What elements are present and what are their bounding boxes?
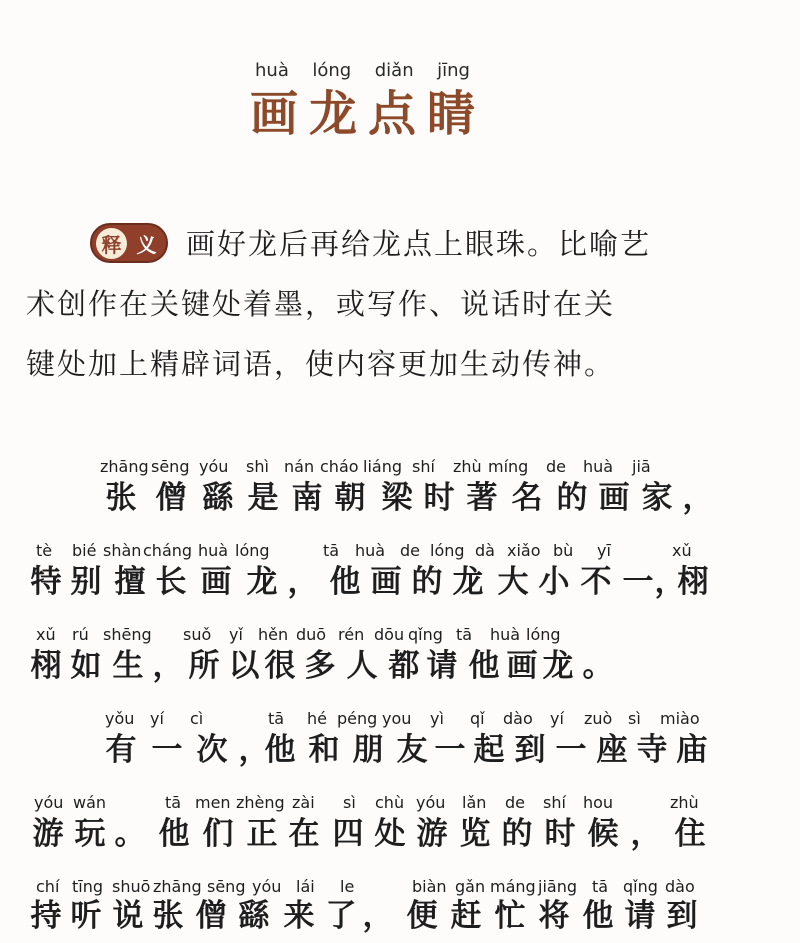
story-character: 在 xyxy=(288,816,320,852)
title-character: 睛 xyxy=(426,86,475,142)
pinyin-syllable: sì xyxy=(628,709,641,728)
pinyin-syllable: yǒu xyxy=(105,709,135,728)
pinyin-syllable: míng xyxy=(488,457,529,476)
story-character: 来 xyxy=(283,898,315,934)
pinyin-syllable: shì xyxy=(246,457,269,476)
story-character: 一 xyxy=(151,732,183,768)
pinyin-syllable: yī xyxy=(597,541,611,560)
pinyin-syllable: yóu xyxy=(199,457,229,476)
pinyin-syllable: yí xyxy=(150,709,164,728)
pinyin-syllable: sì xyxy=(343,793,356,812)
title-character: 龙 xyxy=(308,86,357,142)
definition-line-1: 画好龙后再给龙点上眼珠。比喻艺 xyxy=(186,227,652,261)
story-text-line xyxy=(0,476,800,520)
title-pinyin-syllable: huà xyxy=(255,60,289,81)
pinyin-syllable: suǒ xyxy=(183,625,212,644)
pinyin-syllable: tā xyxy=(165,793,182,812)
story-character: 大 xyxy=(497,564,529,600)
pinyin-syllable: máng xyxy=(490,877,536,896)
story-character: 画 xyxy=(598,480,630,516)
story-character: 说 xyxy=(112,898,144,934)
definition-line-2: 术创作在关键处着墨，或写作、说话时在关 xyxy=(26,287,616,321)
story-character: 小 xyxy=(538,564,570,600)
story-text-line xyxy=(0,812,800,856)
story-character: 请 xyxy=(624,898,656,934)
story-character: 的 xyxy=(411,564,443,600)
story-character: 他 xyxy=(582,898,614,934)
story-character: 张 xyxy=(152,898,184,934)
story-character: 忙 xyxy=(494,898,526,934)
pinyin-syllable: xǔ xyxy=(36,625,56,644)
pinyin-syllable: hé xyxy=(307,709,327,728)
story-character: 持 xyxy=(30,898,62,934)
story-character: 他 xyxy=(264,732,296,768)
story-character: 龙 xyxy=(542,648,574,684)
pinyin-syllable: zài xyxy=(292,793,315,812)
pinyin-syllable: de xyxy=(505,793,525,812)
story-character: 南 xyxy=(291,480,323,516)
story-character: 将 xyxy=(538,898,570,934)
story-character: 是 xyxy=(247,480,279,516)
pinyin-syllable: lái xyxy=(296,877,315,896)
story-character: 的 xyxy=(556,480,588,516)
story-character: 繇 xyxy=(202,480,234,516)
pinyin-syllable: xiǎo xyxy=(507,541,541,560)
story-character: 不 xyxy=(580,564,612,600)
pinyin-syllable: yǐ xyxy=(229,625,243,644)
story-character: 他 xyxy=(468,648,500,684)
story-character: 四 xyxy=(332,816,364,852)
pinyin-syllable: biàn xyxy=(412,877,447,896)
pinyin-syllable: hou xyxy=(583,793,614,812)
story-character: 他 xyxy=(329,564,361,600)
story-character: 的 xyxy=(501,816,533,852)
story-character: 寺 xyxy=(636,732,668,768)
story-character: 起 xyxy=(473,732,505,768)
badge-character: 义 xyxy=(131,228,162,259)
pinyin-syllable: gǎn xyxy=(455,877,486,896)
pinyin-syllable: shēng xyxy=(103,625,152,644)
pinyin-syllable: péng xyxy=(337,709,378,728)
pinyin-syllable: shí xyxy=(543,793,566,812)
pinyin-syllable: yóu xyxy=(34,793,64,812)
story-character: 正 xyxy=(246,816,278,852)
story-text-line xyxy=(0,644,800,688)
pinyin-syllable: lóng xyxy=(430,541,465,560)
pinyin-syllable: miào xyxy=(660,709,700,728)
story-character: 一 xyxy=(434,732,466,768)
story-character: 人 xyxy=(346,648,378,684)
story-character: 画 xyxy=(370,564,402,600)
pinyin-syllable: shí xyxy=(412,457,435,476)
pinyin-syllable: cháo xyxy=(320,457,359,476)
story-character: 多 xyxy=(304,648,336,684)
definition-line-3: 键处加上精辟词语，使内容更加生动传神。 xyxy=(26,347,616,381)
pinyin-syllable: dào xyxy=(503,709,533,728)
story-character: 特 xyxy=(30,564,62,600)
story-character: 繇 xyxy=(238,898,270,934)
story-character: 张 xyxy=(105,480,137,516)
pinyin-syllable: bié xyxy=(72,541,97,560)
pinyin-syllable: qǐng xyxy=(408,625,443,644)
story-character: 龙 xyxy=(452,564,484,600)
story-character: 画 xyxy=(200,564,232,600)
pinyin-syllable: zhāng xyxy=(100,457,149,476)
story-character: 赶 xyxy=(450,898,482,934)
story-character: 朋 xyxy=(352,732,384,768)
story-character: 一 xyxy=(555,732,587,768)
pinyin-syllable: tā xyxy=(456,625,473,644)
pinyin-syllable: hěn xyxy=(258,625,289,644)
pinyin-syllable: qǐng xyxy=(623,877,658,896)
story-character: 名 xyxy=(511,480,543,516)
story-character: 有 xyxy=(105,732,137,768)
page-title xyxy=(250,84,475,144)
pinyin-syllable: dōu xyxy=(374,625,405,644)
pinyin-syllable: duō xyxy=(296,625,327,644)
story-character: 栩 xyxy=(30,648,62,684)
story-character: 僧 xyxy=(195,898,227,934)
story-character: ， xyxy=(287,564,319,600)
story-character: 以 xyxy=(228,648,260,684)
story-character: 庙 xyxy=(676,732,708,768)
pinyin-syllable: huà xyxy=(490,625,521,644)
pinyin-syllable: tè xyxy=(36,541,53,560)
pinyin-syllable: sēng xyxy=(207,877,246,896)
pinyin-syllable: xǔ xyxy=(672,541,692,560)
story-text-line xyxy=(0,728,800,772)
story-character: 他 xyxy=(158,816,190,852)
story-character: 梁 xyxy=(381,480,413,516)
title-character: 点 xyxy=(367,86,416,142)
pinyin-syllable: chù xyxy=(375,793,405,812)
pinyin-syllable: sēng xyxy=(151,457,190,476)
pinyin-syllable: jiā xyxy=(632,457,651,476)
story-text-line xyxy=(0,894,800,938)
story-character: 家 xyxy=(641,480,673,516)
pinyin-syllable: de xyxy=(546,457,566,476)
pinyin-syllable: tā xyxy=(323,541,340,560)
pinyin-syllable: de xyxy=(400,541,420,560)
pinyin-syllable: huà xyxy=(198,541,229,560)
story-character: 如 xyxy=(70,648,102,684)
story-character: 时 xyxy=(544,816,576,852)
story-character: 游 xyxy=(416,816,448,852)
pinyin-syllable: zuò xyxy=(584,709,613,728)
pinyin-syllable: huà xyxy=(583,457,614,476)
story-character: 处 xyxy=(374,816,406,852)
pinyin-syllable: zhèng xyxy=(236,793,285,812)
story-character: 僧 xyxy=(155,480,187,516)
story-character: 请 xyxy=(426,648,458,684)
story-character: ， xyxy=(238,732,270,768)
story-character: 友 xyxy=(396,732,428,768)
story-character: 龙 xyxy=(246,564,278,600)
story-character: 。 xyxy=(114,816,146,852)
story-character: 画 xyxy=(506,648,538,684)
pinyin-syllable: dà xyxy=(475,541,495,560)
story-character: 朝 xyxy=(334,480,366,516)
story-character: 了 xyxy=(325,898,357,934)
pinyin-syllable: lóng xyxy=(235,541,270,560)
pinyin-syllable: huà xyxy=(355,541,386,560)
pinyin-syllable: yóu xyxy=(416,793,446,812)
story-text-line xyxy=(0,560,800,604)
pinyin-syllable: cháng xyxy=(143,541,193,560)
story-character: 很 xyxy=(264,648,296,684)
title-pinyin xyxy=(255,60,470,81)
story-character: 览 xyxy=(459,816,491,852)
story-character: 便 xyxy=(406,898,438,934)
title-pinyin-syllable: lóng xyxy=(312,60,352,81)
story-character: ， xyxy=(630,816,662,852)
pinyin-syllable: chí xyxy=(36,877,60,896)
pinyin-syllable: jiāng xyxy=(538,877,577,896)
story-character: 候 xyxy=(587,816,619,852)
title-pinyin-syllable: jīng xyxy=(437,60,470,81)
pinyin-syllable: yì xyxy=(430,709,444,728)
pinyin-syllable: cì xyxy=(190,709,204,728)
pinyin-syllable: shàn xyxy=(103,541,142,560)
pinyin-syllable: lóng xyxy=(526,625,561,644)
pinyin-syllable: zhāng xyxy=(153,877,202,896)
story-character: 都 xyxy=(388,648,420,684)
pinyin-syllable: liáng xyxy=(363,457,402,476)
pinyin-syllable: bù xyxy=(553,541,574,560)
pinyin-syllable: wán xyxy=(73,793,107,812)
story-character: 座 xyxy=(596,732,628,768)
definition-badge xyxy=(90,223,168,263)
pinyin-syllable: tīng xyxy=(72,877,104,896)
story-character: ， xyxy=(152,648,184,684)
pinyin-syllable: le xyxy=(340,877,355,896)
story-character: 著 xyxy=(466,480,498,516)
pinyin-syllable: rú xyxy=(72,625,89,644)
story-character: 听 xyxy=(70,898,102,934)
story-character: 游 xyxy=(32,816,64,852)
story-character: 。 xyxy=(582,648,614,684)
pinyin-syllable: rén xyxy=(338,625,365,644)
pinyin-syllable: men xyxy=(195,793,231,812)
pinyin-syllable: tā xyxy=(268,709,285,728)
badge-character: 释 xyxy=(96,228,127,259)
story-character: 时 xyxy=(423,480,455,516)
pinyin-syllable: yóu xyxy=(252,877,282,896)
title-character: 画 xyxy=(250,86,299,142)
story-character: 别 xyxy=(70,564,102,600)
title-pinyin-syllable: diǎn xyxy=(374,60,414,81)
story-character: 一 xyxy=(622,564,654,600)
pinyin-syllable: qǐ xyxy=(470,709,485,728)
story-character: 和 xyxy=(308,732,340,768)
story-character: 玩 xyxy=(74,816,106,852)
pinyin-syllable: zhù xyxy=(453,457,482,476)
story-character: 们 xyxy=(202,816,234,852)
story-character: 住 xyxy=(674,816,706,852)
pinyin-syllable: dào xyxy=(665,877,695,896)
story-character: ， xyxy=(362,898,394,934)
story-character: 擅 xyxy=(114,564,146,600)
pinyin-syllable: zhù xyxy=(670,793,699,812)
story-character: ， xyxy=(654,564,686,600)
pinyin-syllable: lǎn xyxy=(462,793,487,812)
story-character: 到 xyxy=(514,732,546,768)
story-character: 所 xyxy=(188,648,220,684)
pinyin-syllable: tā xyxy=(592,877,609,896)
pinyin-syllable: you xyxy=(382,709,412,728)
story-character: 栩 xyxy=(677,564,709,600)
story-character: 生 xyxy=(112,648,144,684)
pinyin-syllable: shuō xyxy=(112,877,151,896)
story-character: 次 xyxy=(196,732,228,768)
story-character: ， xyxy=(682,480,714,516)
story-character: 到 xyxy=(666,898,698,934)
pinyin-syllable: yí xyxy=(550,709,564,728)
story-character: 长 xyxy=(155,564,187,600)
pinyin-syllable: nán xyxy=(284,457,315,476)
